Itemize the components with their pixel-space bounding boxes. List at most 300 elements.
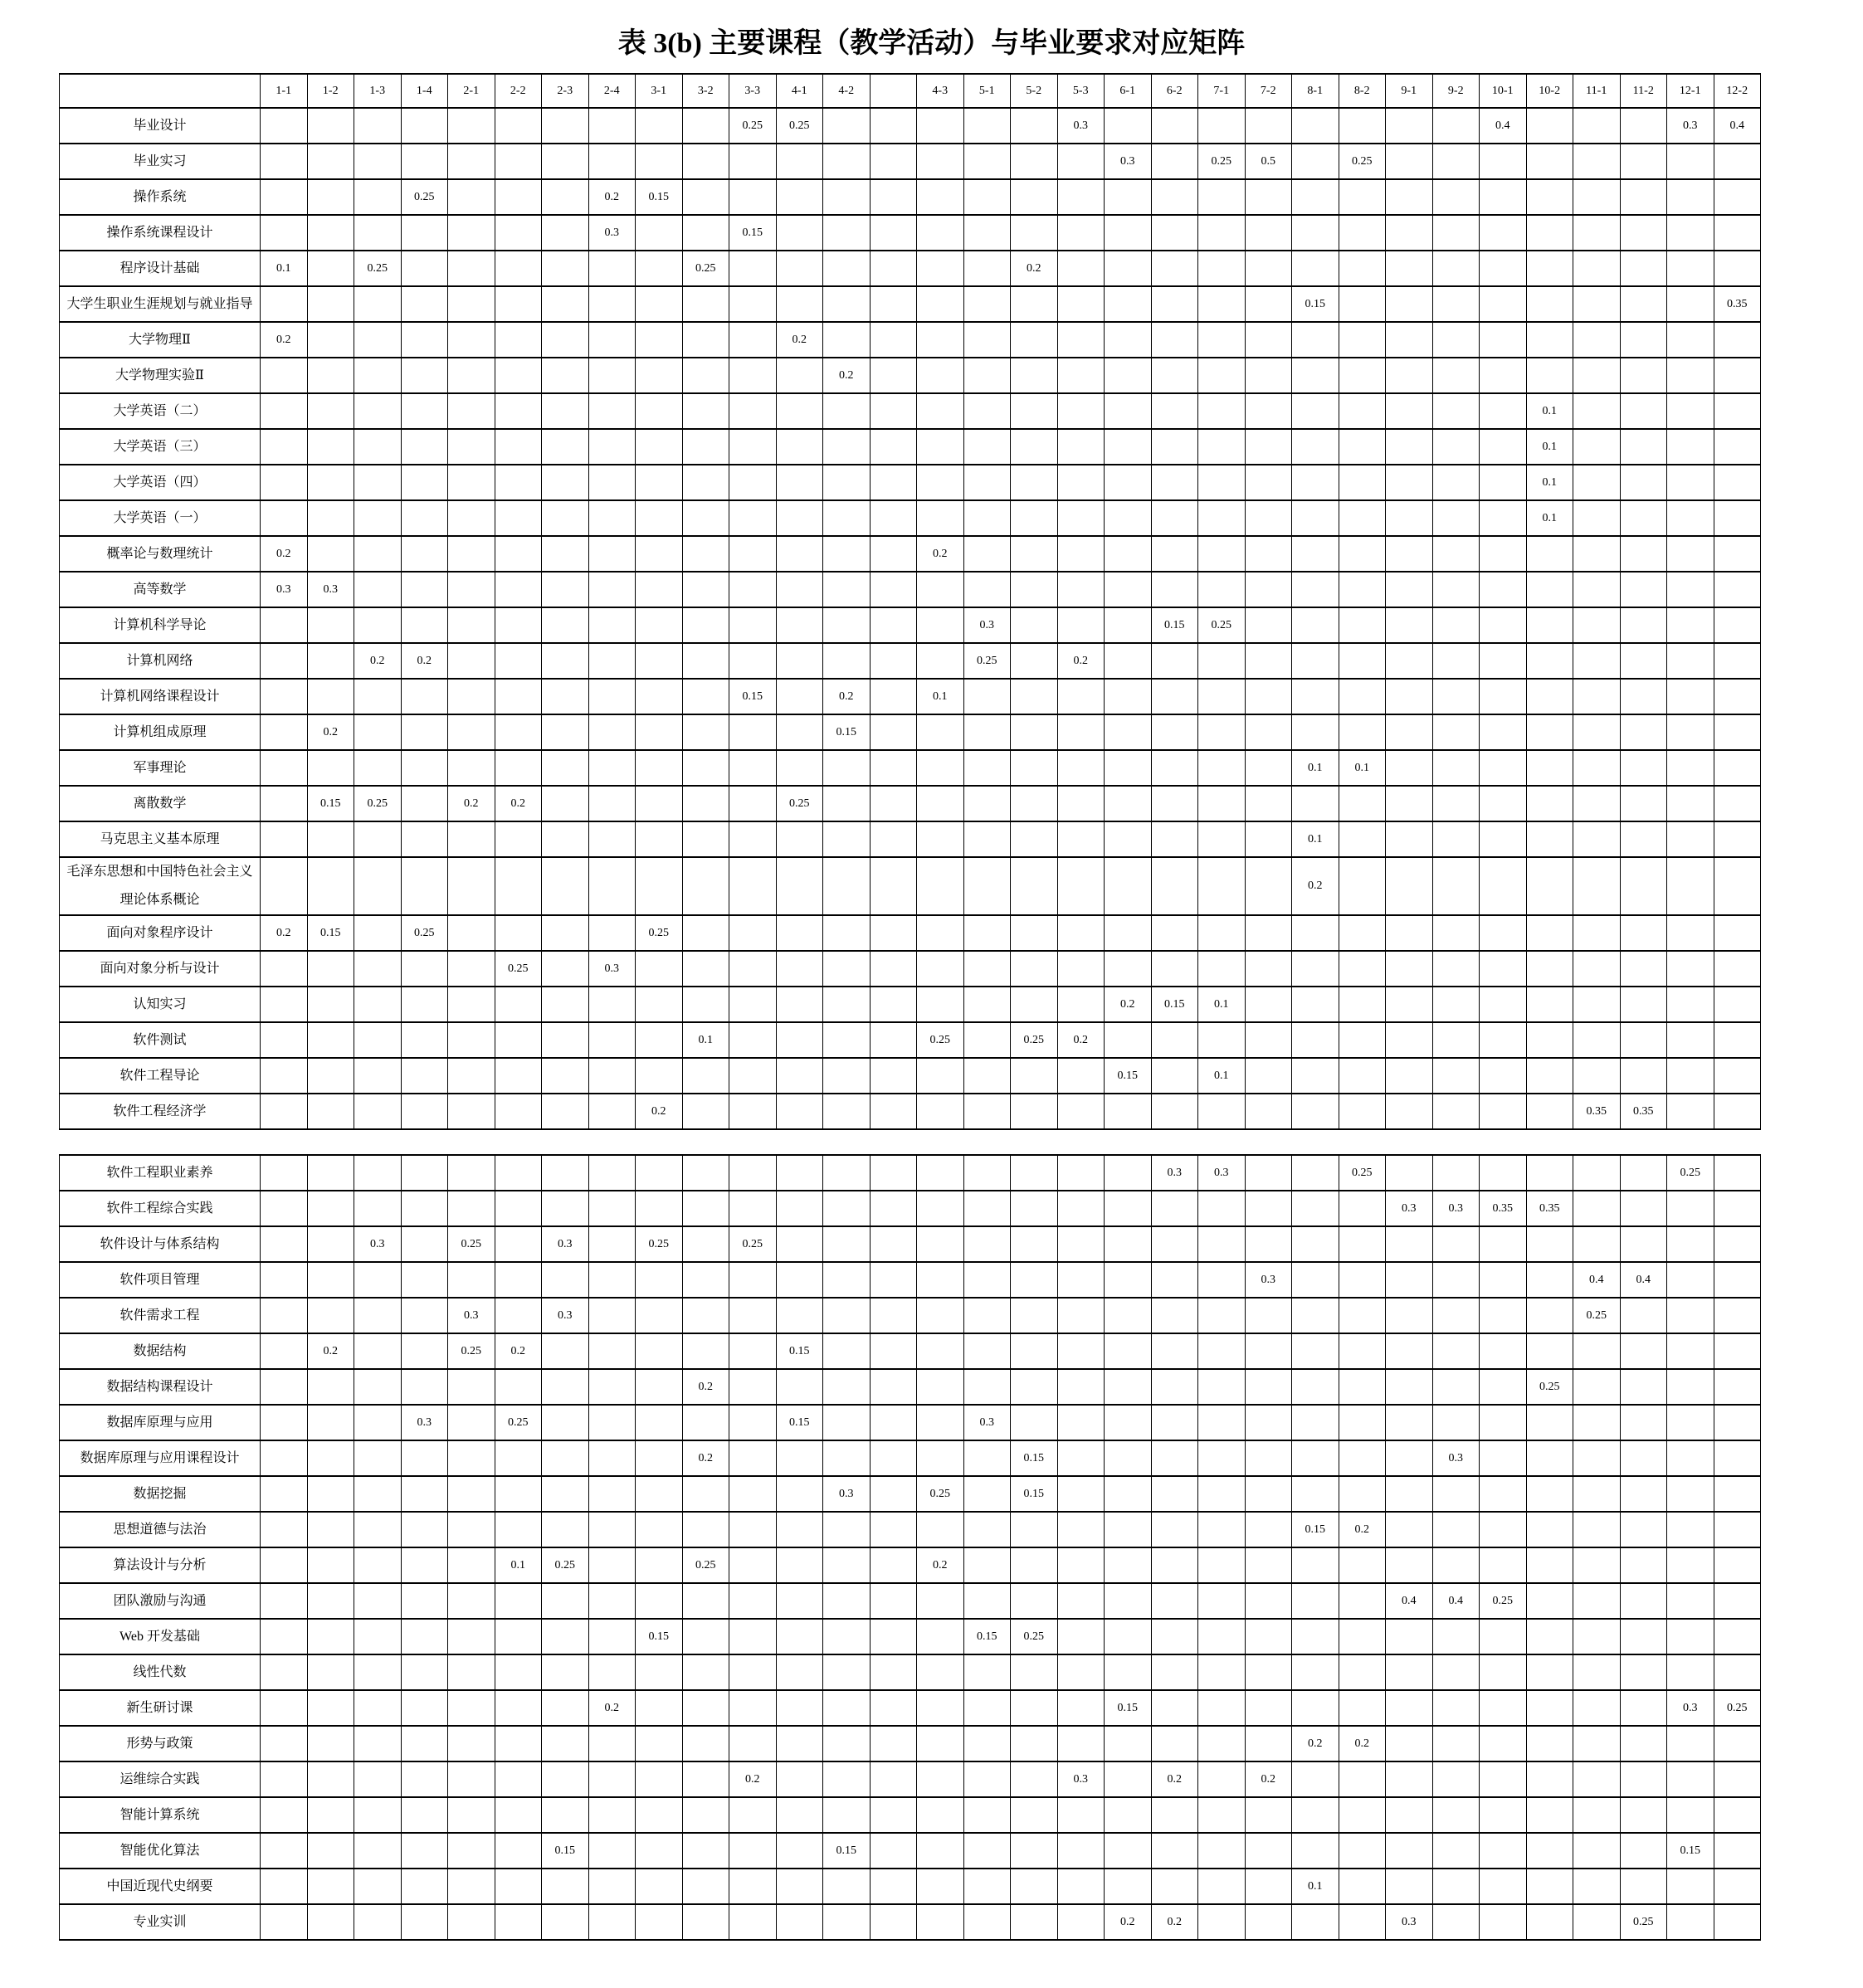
matrix-cell xyxy=(1245,1298,1292,1333)
matrix-cell xyxy=(1432,1512,1480,1547)
matrix-cell xyxy=(729,750,777,786)
table-row xyxy=(60,951,1761,987)
matrix-cell xyxy=(1151,1619,1198,1654)
matrix-cell xyxy=(1198,786,1246,821)
matrix-cell xyxy=(1714,1476,1761,1512)
matrix-cell xyxy=(1198,1833,1246,1869)
matrix-cell xyxy=(1151,643,1198,679)
matrix-cell xyxy=(963,1797,1011,1833)
matrix-cell: 0.25 xyxy=(682,1547,729,1583)
matrix-cell xyxy=(1057,607,1105,643)
matrix-cell xyxy=(682,322,729,358)
matrix-cell xyxy=(1667,1405,1714,1440)
matrix-cell xyxy=(1151,286,1198,322)
matrix-cell xyxy=(448,1440,495,1476)
matrix-cell xyxy=(776,1155,823,1191)
course-name-cell: 面向对象程序设计 xyxy=(60,915,261,951)
header-row xyxy=(60,74,1761,108)
matrix-cell xyxy=(354,536,402,572)
matrix-cell xyxy=(261,1512,308,1547)
matrix-cell xyxy=(307,286,354,322)
matrix-cell xyxy=(1292,429,1339,465)
matrix-cell xyxy=(870,1476,917,1512)
matrix-cell xyxy=(1057,1094,1105,1129)
course-name-cell: 计算机科学导论 xyxy=(60,607,261,643)
matrix-cell xyxy=(354,1547,402,1583)
matrix-cell xyxy=(1620,786,1667,821)
matrix-cell xyxy=(307,179,354,215)
matrix-cell xyxy=(1620,607,1667,643)
matrix-cell xyxy=(1620,286,1667,322)
matrix-cell xyxy=(1151,1797,1198,1833)
matrix-cell xyxy=(1057,1155,1105,1191)
matrix-cell xyxy=(776,1619,823,1654)
table-row xyxy=(60,1262,1761,1298)
table-row xyxy=(60,714,1761,750)
course-name-cell: 软件工程综合实践 xyxy=(60,1191,261,1226)
matrix-cell xyxy=(1105,1262,1152,1298)
matrix-cell xyxy=(823,1226,871,1262)
matrix-cell xyxy=(354,1440,402,1476)
matrix-cell xyxy=(917,286,964,322)
matrix-cell: 0.3 xyxy=(1432,1440,1480,1476)
matrix-cell xyxy=(1011,1058,1058,1094)
matrix-cell xyxy=(261,1726,308,1761)
matrix-cell xyxy=(729,429,777,465)
matrix-cell: 0.25 xyxy=(917,1022,964,1058)
matrix-cell xyxy=(1105,1476,1152,1512)
matrix-cell xyxy=(588,1155,636,1191)
matrix-cell xyxy=(588,393,636,429)
matrix-cell xyxy=(1105,607,1152,643)
matrix-cell xyxy=(1011,1333,1058,1369)
matrix-cell xyxy=(870,1440,917,1476)
course-name-cell: 大学英语（一） xyxy=(60,500,261,536)
matrix-cell xyxy=(636,1440,683,1476)
matrix-cell xyxy=(542,358,589,393)
matrix-cell xyxy=(823,108,871,144)
matrix-cell xyxy=(1573,1191,1621,1226)
matrix-cell xyxy=(1667,1226,1714,1262)
column-header-8-2: 8-2 xyxy=(1339,74,1386,108)
matrix-cell xyxy=(1432,358,1480,393)
table-row xyxy=(60,987,1761,1022)
matrix-cell xyxy=(261,1583,308,1619)
matrix-cell xyxy=(682,500,729,536)
matrix-cell xyxy=(448,465,495,500)
matrix-cell xyxy=(1573,679,1621,714)
matrix-cell xyxy=(307,607,354,643)
course-name-cell: 算法设计与分析 xyxy=(60,1547,261,1583)
matrix-cell xyxy=(401,1094,448,1129)
matrix-cell: 0.1 xyxy=(1292,821,1339,857)
matrix-cell xyxy=(1339,322,1386,358)
matrix-cell xyxy=(776,1512,823,1547)
matrix-cell xyxy=(1480,1904,1527,1940)
matrix-cell xyxy=(729,1619,777,1654)
matrix-cell xyxy=(307,1191,354,1226)
matrix-cell xyxy=(1432,607,1480,643)
matrix-cell: 0.2 xyxy=(1292,1726,1339,1761)
matrix-cell xyxy=(1011,915,1058,951)
matrix-cell xyxy=(261,987,308,1022)
matrix-cell xyxy=(1245,1619,1292,1654)
matrix-cell xyxy=(542,1440,589,1476)
matrix-cell: 0.25 xyxy=(636,1226,683,1262)
matrix-cell xyxy=(1198,1512,1246,1547)
matrix-cell xyxy=(307,108,354,144)
matrix-cell xyxy=(1386,1869,1433,1904)
course-name-cell: 程序设计基础 xyxy=(60,251,261,286)
matrix-cell xyxy=(307,821,354,857)
matrix-cell xyxy=(870,1155,917,1191)
matrix-cell xyxy=(1432,144,1480,179)
matrix-cell xyxy=(963,987,1011,1022)
matrix-cell: 0.25 xyxy=(682,251,729,286)
matrix-cell xyxy=(401,786,448,821)
matrix-cell xyxy=(636,786,683,821)
matrix-cell xyxy=(1292,465,1339,500)
matrix-cell xyxy=(1386,393,1433,429)
matrix-cell xyxy=(1667,1191,1714,1226)
matrix-cell xyxy=(1432,1369,1480,1405)
matrix-cell xyxy=(636,465,683,500)
matrix-cell xyxy=(542,643,589,679)
matrix-cell xyxy=(963,1226,1011,1262)
matrix-cell xyxy=(542,1476,589,1512)
matrix-cell xyxy=(1667,821,1714,857)
matrix-cell xyxy=(495,643,542,679)
matrix-cell xyxy=(682,821,729,857)
matrix-cell xyxy=(1057,429,1105,465)
matrix-cell xyxy=(542,1797,589,1833)
matrix-cell xyxy=(682,987,729,1022)
matrix-cell xyxy=(1198,643,1246,679)
matrix-cell xyxy=(636,951,683,987)
matrix-cell xyxy=(1714,1191,1761,1226)
matrix-cell xyxy=(1151,1512,1198,1547)
matrix-cell xyxy=(729,857,777,915)
matrix-cell xyxy=(682,465,729,500)
table-row xyxy=(60,1333,1761,1369)
matrix-cell xyxy=(1151,786,1198,821)
matrix-cell xyxy=(1573,1904,1621,1940)
matrix-cell xyxy=(1339,1333,1386,1369)
matrix-cell xyxy=(870,607,917,643)
matrix-cell xyxy=(917,215,964,251)
matrix-cell xyxy=(495,1058,542,1094)
matrix-cell xyxy=(1526,215,1573,251)
matrix-cell xyxy=(1526,536,1573,572)
matrix-cell xyxy=(1339,572,1386,607)
matrix-cell xyxy=(682,1619,729,1654)
matrix-cell xyxy=(588,108,636,144)
matrix-cell xyxy=(448,1512,495,1547)
matrix-cell xyxy=(917,821,964,857)
matrix-cell xyxy=(1011,322,1058,358)
matrix-cell xyxy=(354,1155,402,1191)
matrix-cell xyxy=(1339,987,1386,1022)
matrix-cell: 0.25 xyxy=(1667,1155,1714,1191)
matrix-cell xyxy=(307,1797,354,1833)
matrix-cell xyxy=(1432,750,1480,786)
matrix-cell xyxy=(495,215,542,251)
matrix-cell xyxy=(1292,1904,1339,1940)
matrix-cell xyxy=(1714,1512,1761,1547)
matrix-cell: 0.15 xyxy=(307,915,354,951)
matrix-cell xyxy=(1198,1440,1246,1476)
matrix-cell xyxy=(1573,1654,1621,1690)
matrix-cell xyxy=(1339,857,1386,915)
matrix-cell xyxy=(636,1833,683,1869)
matrix-cell xyxy=(1667,1440,1714,1476)
matrix-cell xyxy=(1011,1726,1058,1761)
matrix-cell xyxy=(1620,393,1667,429)
table-row xyxy=(60,1869,1761,1904)
matrix-cell xyxy=(1667,1654,1714,1690)
matrix-cell xyxy=(261,1654,308,1690)
matrix-cell xyxy=(963,1761,1011,1797)
matrix-cell xyxy=(1245,500,1292,536)
matrix-cell xyxy=(729,1405,777,1440)
matrix-cell xyxy=(1714,1547,1761,1583)
matrix-cell: 0.4 xyxy=(1573,1262,1621,1298)
matrix-cell xyxy=(1386,465,1433,500)
matrix-cell xyxy=(776,251,823,286)
matrix-cell: 0.3 xyxy=(1245,1262,1292,1298)
matrix-cell xyxy=(729,643,777,679)
matrix-cell xyxy=(776,1262,823,1298)
matrix-cell xyxy=(261,465,308,500)
matrix-cell xyxy=(636,215,683,251)
matrix-cell xyxy=(1292,1619,1339,1654)
matrix-cell xyxy=(1667,1619,1714,1654)
matrix-cell xyxy=(776,1869,823,1904)
matrix-cell xyxy=(354,1761,402,1797)
matrix-cell xyxy=(1151,679,1198,714)
matrix-cell xyxy=(1292,1298,1339,1333)
matrix-cell xyxy=(1198,1654,1246,1690)
matrix-cell xyxy=(729,951,777,987)
matrix-cell xyxy=(823,215,871,251)
matrix-cell xyxy=(261,429,308,465)
matrix-cell xyxy=(1151,108,1198,144)
matrix-cell xyxy=(1573,1058,1621,1094)
matrix-cell xyxy=(1339,1022,1386,1058)
matrix-cell xyxy=(1245,429,1292,465)
table-row xyxy=(60,1094,1761,1129)
matrix-cell xyxy=(307,1476,354,1512)
matrix-cell xyxy=(1386,215,1433,251)
matrix-cell xyxy=(729,1369,777,1405)
matrix-cell xyxy=(682,643,729,679)
matrix-cell xyxy=(1198,1298,1246,1333)
matrix-cell xyxy=(1339,1440,1386,1476)
matrix-cell xyxy=(1198,750,1246,786)
matrix-cell xyxy=(729,1869,777,1904)
matrix-cell xyxy=(1011,1547,1058,1583)
matrix-cell xyxy=(354,215,402,251)
matrix-cell xyxy=(917,1333,964,1369)
matrix-cell xyxy=(495,286,542,322)
table-row xyxy=(60,750,1761,786)
matrix-cell xyxy=(1011,1690,1058,1726)
matrix-cell xyxy=(1620,1058,1667,1094)
course-name-cell: 数据挖掘 xyxy=(60,1476,261,1512)
matrix-cell xyxy=(917,714,964,750)
matrix-cell xyxy=(963,1904,1011,1940)
matrix-cell xyxy=(1620,1440,1667,1476)
matrix-cell xyxy=(1714,679,1761,714)
matrix-cell xyxy=(448,286,495,322)
matrix-cell xyxy=(823,429,871,465)
matrix-cell xyxy=(1292,1547,1339,1583)
matrix-cell xyxy=(401,286,448,322)
course-name-cell: 操作系统课程设计 xyxy=(60,215,261,251)
matrix-cell xyxy=(401,1298,448,1333)
matrix-cell xyxy=(1480,643,1527,679)
matrix-cell xyxy=(1011,1583,1058,1619)
matrix-cell xyxy=(823,500,871,536)
matrix-cell xyxy=(401,750,448,786)
matrix-cell xyxy=(1245,915,1292,951)
column-header-4-3: 4-3 xyxy=(917,74,964,108)
matrix-cell xyxy=(963,144,1011,179)
matrix-cell xyxy=(1339,915,1386,951)
matrix-cell: 0.15 xyxy=(1292,1512,1339,1547)
matrix-cell xyxy=(1339,1191,1386,1226)
matrix-cell xyxy=(542,1191,589,1226)
page-title: 表 3(b) 主要课程（教学活动）与毕业要求对应矩阵 xyxy=(617,28,1246,59)
matrix-cell xyxy=(1198,1262,1246,1298)
matrix-cell xyxy=(1480,500,1527,536)
matrix-cell xyxy=(963,857,1011,915)
matrix-cell xyxy=(307,1619,354,1654)
matrix-cell xyxy=(401,1833,448,1869)
matrix-cell xyxy=(1573,1619,1621,1654)
matrix-cell xyxy=(542,1094,589,1129)
matrix-cell xyxy=(542,572,589,607)
table-row xyxy=(60,821,1761,857)
matrix-cell xyxy=(1714,951,1761,987)
matrix-cell xyxy=(542,786,589,821)
matrix-cell xyxy=(307,1440,354,1476)
matrix-cell xyxy=(1386,1547,1433,1583)
matrix-cell xyxy=(1573,987,1621,1022)
matrix-cell xyxy=(401,1869,448,1904)
matrix-cell: 0.4 xyxy=(1620,1262,1667,1298)
matrix-cell xyxy=(495,1298,542,1333)
matrix-cell xyxy=(1339,1226,1386,1262)
matrix-cell xyxy=(1526,1547,1573,1583)
matrix-cell xyxy=(1526,572,1573,607)
matrix-cell xyxy=(307,1369,354,1405)
matrix-cell xyxy=(776,500,823,536)
column-header-10-2: 10-2 xyxy=(1526,74,1573,108)
matrix-cell xyxy=(1151,857,1198,915)
matrix-cell xyxy=(1714,607,1761,643)
matrix-cell xyxy=(307,1512,354,1547)
matrix-cell xyxy=(1526,358,1573,393)
matrix-cell xyxy=(1714,1904,1761,1940)
matrix-cell xyxy=(354,1405,402,1440)
matrix-cell xyxy=(1573,429,1621,465)
matrix-cell xyxy=(354,1022,402,1058)
matrix-cell xyxy=(448,1797,495,1833)
matrix-cell xyxy=(588,679,636,714)
column-header-9-1: 9-1 xyxy=(1386,74,1433,108)
matrix-cell xyxy=(1339,1547,1386,1583)
matrix-cell xyxy=(495,1797,542,1833)
matrix-cell xyxy=(1526,821,1573,857)
matrix-cell: 0.35 xyxy=(1620,1094,1667,1129)
matrix-cell xyxy=(1432,951,1480,987)
matrix-cell xyxy=(354,465,402,500)
matrix-cell xyxy=(917,1583,964,1619)
matrix-cell xyxy=(1620,1369,1667,1405)
matrix-cell: 0.2 xyxy=(917,536,964,572)
matrix-cell xyxy=(729,322,777,358)
matrix-cell: 0.25 xyxy=(354,251,402,286)
matrix-cell: 0.25 xyxy=(776,108,823,144)
course-name-cell: 专业实训 xyxy=(60,1904,261,1940)
matrix-cell xyxy=(1432,1547,1480,1583)
matrix-cell xyxy=(542,1262,589,1298)
matrix-cell xyxy=(354,1726,402,1761)
matrix-cell xyxy=(1480,144,1527,179)
matrix-cell xyxy=(1573,1226,1621,1262)
column-header-5-2: 5-2 xyxy=(1011,74,1058,108)
column-header-9-2: 9-2 xyxy=(1432,74,1480,108)
matrix-cell xyxy=(588,915,636,951)
matrix-cell xyxy=(636,1690,683,1726)
matrix-cell xyxy=(1245,393,1292,429)
matrix-cell xyxy=(1105,786,1152,821)
matrix-cell xyxy=(1667,1022,1714,1058)
matrix-cell xyxy=(588,1512,636,1547)
matrix-cell xyxy=(588,358,636,393)
matrix-cell xyxy=(1573,465,1621,500)
matrix-cell xyxy=(1620,857,1667,915)
matrix-cell xyxy=(1667,393,1714,429)
matrix-cell: 0.4 xyxy=(1714,108,1761,144)
matrix-cell xyxy=(917,1690,964,1726)
matrix-cell xyxy=(261,215,308,251)
matrix-cell xyxy=(1057,358,1105,393)
matrix-cell xyxy=(1714,1155,1761,1191)
matrix-cell xyxy=(1480,1405,1527,1440)
matrix-cell xyxy=(261,1155,308,1191)
matrix-cell xyxy=(917,1869,964,1904)
matrix-cell xyxy=(307,1726,354,1761)
course-name-cell: 软件工程经济学 xyxy=(60,1094,261,1129)
matrix-cell xyxy=(542,1512,589,1547)
matrix-cell xyxy=(1480,714,1527,750)
table-row xyxy=(60,286,1761,322)
matrix-cell: 0.15 xyxy=(1292,286,1339,322)
table-row xyxy=(60,1298,1761,1333)
matrix-cell xyxy=(401,108,448,144)
matrix-cell: 0.15 xyxy=(1011,1476,1058,1512)
matrix-cell xyxy=(1151,1583,1198,1619)
matrix-cell xyxy=(1105,1155,1152,1191)
matrix-cell xyxy=(1480,1726,1527,1761)
matrix-cell xyxy=(1573,179,1621,215)
matrix-cell: 0.25 xyxy=(1011,1022,1058,1058)
matrix-cell xyxy=(1714,1797,1761,1833)
matrix-cell xyxy=(963,821,1011,857)
matrix-cell xyxy=(963,679,1011,714)
